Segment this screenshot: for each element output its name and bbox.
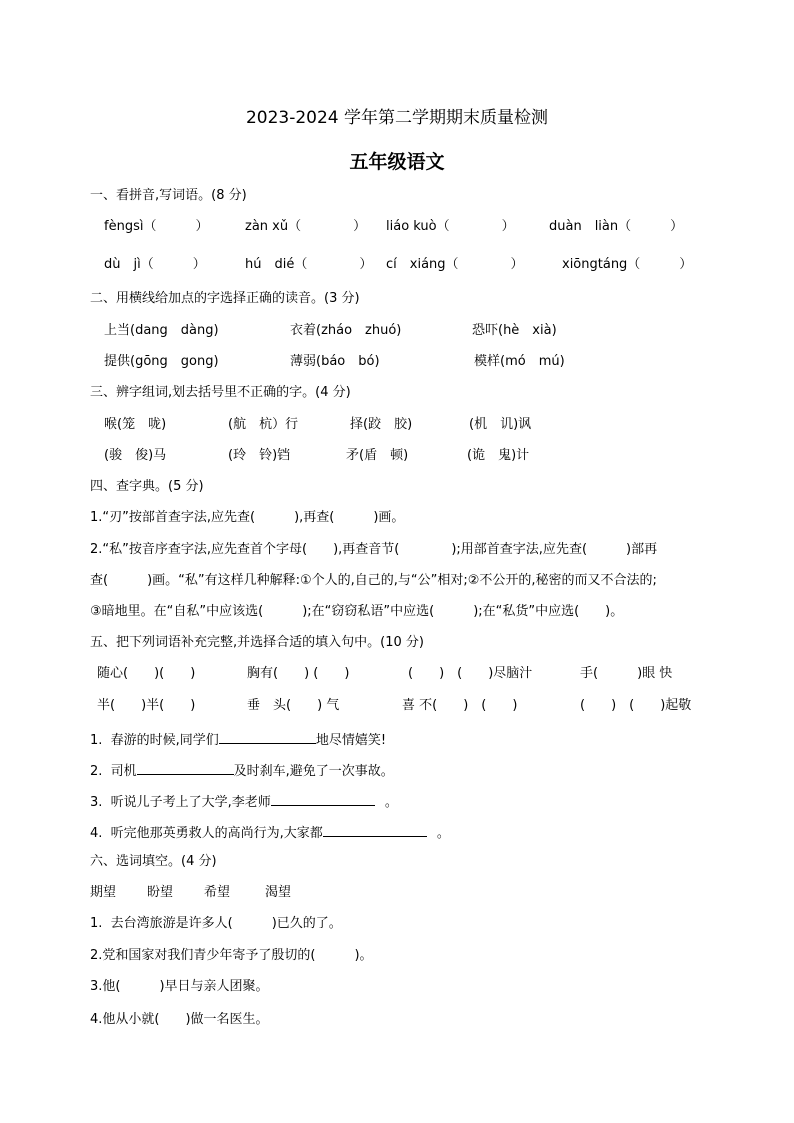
section-2-heading: 二、用横线给加点的字选择正确的读音。(3 分) <box>90 291 360 306</box>
sentence-text: 地尽情嬉笑! <box>315 733 387 748</box>
pinyin-item: dù jì（ ） <box>104 257 206 272</box>
reading-item: 模样(mó mú) <box>474 354 565 369</box>
pinyin-item: liáo kuò（ ） <box>386 219 515 234</box>
word-item: (机 讥)讽 <box>469 417 532 432</box>
word-item: 喉(笼 咙) <box>104 417 167 432</box>
word-choice: 盼望 <box>147 885 174 900</box>
fill-sentence <box>90 762 394 778</box>
pinyin-item: zàn xǔ（ ） <box>245 219 367 234</box>
idiom-item: ( ) ( )尽脑汁 <box>408 666 533 681</box>
idiom-item: ( ) ( )起敬 <box>580 698 692 713</box>
section-3-heading: 三、辨字组词,划去括号里不正确的字。(4 分) <box>90 385 351 400</box>
idiom-item: 随心( )( ) <box>97 666 196 681</box>
word-item: (玲 铃)铛 <box>228 448 291 463</box>
pinyin-item: xiōngtáng（ ） <box>562 257 693 272</box>
question-line: 1.“刃”按部首查字法,应先查( ),再查( )画。 <box>90 510 405 525</box>
word-choice: 渴望 <box>265 885 292 900</box>
question-line: ③暗地里。在“自私”中应该选( );在“窃窃私语”中应选( );在“私货”中应选( )。 <box>90 604 624 619</box>
exam-subtitle: 五年级语文 <box>349 151 445 173</box>
exam-title: 2023-2024 学年第二学期期末质量检测 <box>245 108 549 128</box>
sentence-text: 3. 听说儿子考上了大学,李老师 <box>90 795 271 810</box>
reading-item: 提供(gōng gong) <box>104 354 219 369</box>
section-4-heading: 四、查字典。(5 分) <box>90 479 204 494</box>
answer-blank[interactable] <box>219 731 316 744</box>
question-line: 2.“私”按音序查字法,应先查首个字母( ),再查音节( );用部首查字法,应先查( )部再 <box>90 542 658 557</box>
sentence-text: 2. 司机 <box>90 764 137 779</box>
word-item: (航 杭）行 <box>228 417 299 432</box>
fill-sentence <box>90 793 398 809</box>
idiom-item: 垂 头( ) 气 <box>247 698 340 713</box>
section-5-heading: 五、把下列词语补充完整,并选择合适的填入句中。(10 分) <box>90 635 424 650</box>
word-item: 矛(盾 顿) <box>346 448 409 463</box>
answer-blank[interactable] <box>137 762 234 775</box>
idiom-item: 手( )眼 快 <box>580 666 673 681</box>
word-choice: 期望 <box>90 885 117 900</box>
question-line: 2.党和国家对我们青少年寄予了殷切的( )。 <box>90 948 373 963</box>
sentence-text: 。 <box>436 826 450 841</box>
answer-blank[interactable] <box>271 793 375 806</box>
fill-sentence <box>90 731 386 747</box>
sentence-text: 1. 春游的时候,同学们 <box>90 733 219 748</box>
word-item: 择(跤 胶) <box>350 417 413 432</box>
idiom-item: 半( )半( ) <box>97 698 196 713</box>
sentence-text: 。 <box>384 795 398 810</box>
answer-blank[interactable] <box>323 824 427 837</box>
word-choice: 希望 <box>204 885 231 900</box>
pinyin-item: duàn liàn（ ） <box>549 219 684 234</box>
pinyin-item: hú dié（ ） <box>245 257 373 272</box>
section-6-heading: 六、选词填空。(4 分) <box>90 854 217 869</box>
section-1-heading: 一、看拼音,写词语。(8 分) <box>90 188 247 203</box>
idiom-item: 胸有( ) ( ) <box>247 666 350 681</box>
reading-item: 薄弱(báo bó) <box>290 354 380 369</box>
word-item: (骏 俊)马 <box>104 448 167 463</box>
question-line: 4.他从小就( )做一名医生。 <box>90 1012 269 1027</box>
question-line: 查( )画。“私”有这样几种解释:①个人的,自己的,与“公”相对;②不公开的,秘密的而又不合法的; <box>90 573 657 588</box>
reading-item: 恐吓(hè xià) <box>472 323 557 338</box>
sentence-text: 及时刹车,避免了一次事故。 <box>233 764 394 779</box>
idiom-item: 喜 不( ) ( ) <box>402 698 518 713</box>
pinyin-item: fèngsì（ ） <box>104 219 209 234</box>
reading-item: 上当(dang dàng) <box>104 323 219 338</box>
fill-sentence <box>90 824 450 840</box>
reading-item: 衣着(zháo zhuó) <box>290 323 402 338</box>
pinyin-item: cí xiáng（ ） <box>386 257 524 272</box>
question-line: 3.他( )早日与亲人团聚。 <box>90 979 269 994</box>
sentence-text: 4. 听完他那英勇救人的高尚行为,大家都 <box>90 826 323 841</box>
word-item: (诡 鬼)计 <box>467 448 530 463</box>
question-line: 1. 去台湾旅游是许多人( )已久的了。 <box>90 916 342 931</box>
